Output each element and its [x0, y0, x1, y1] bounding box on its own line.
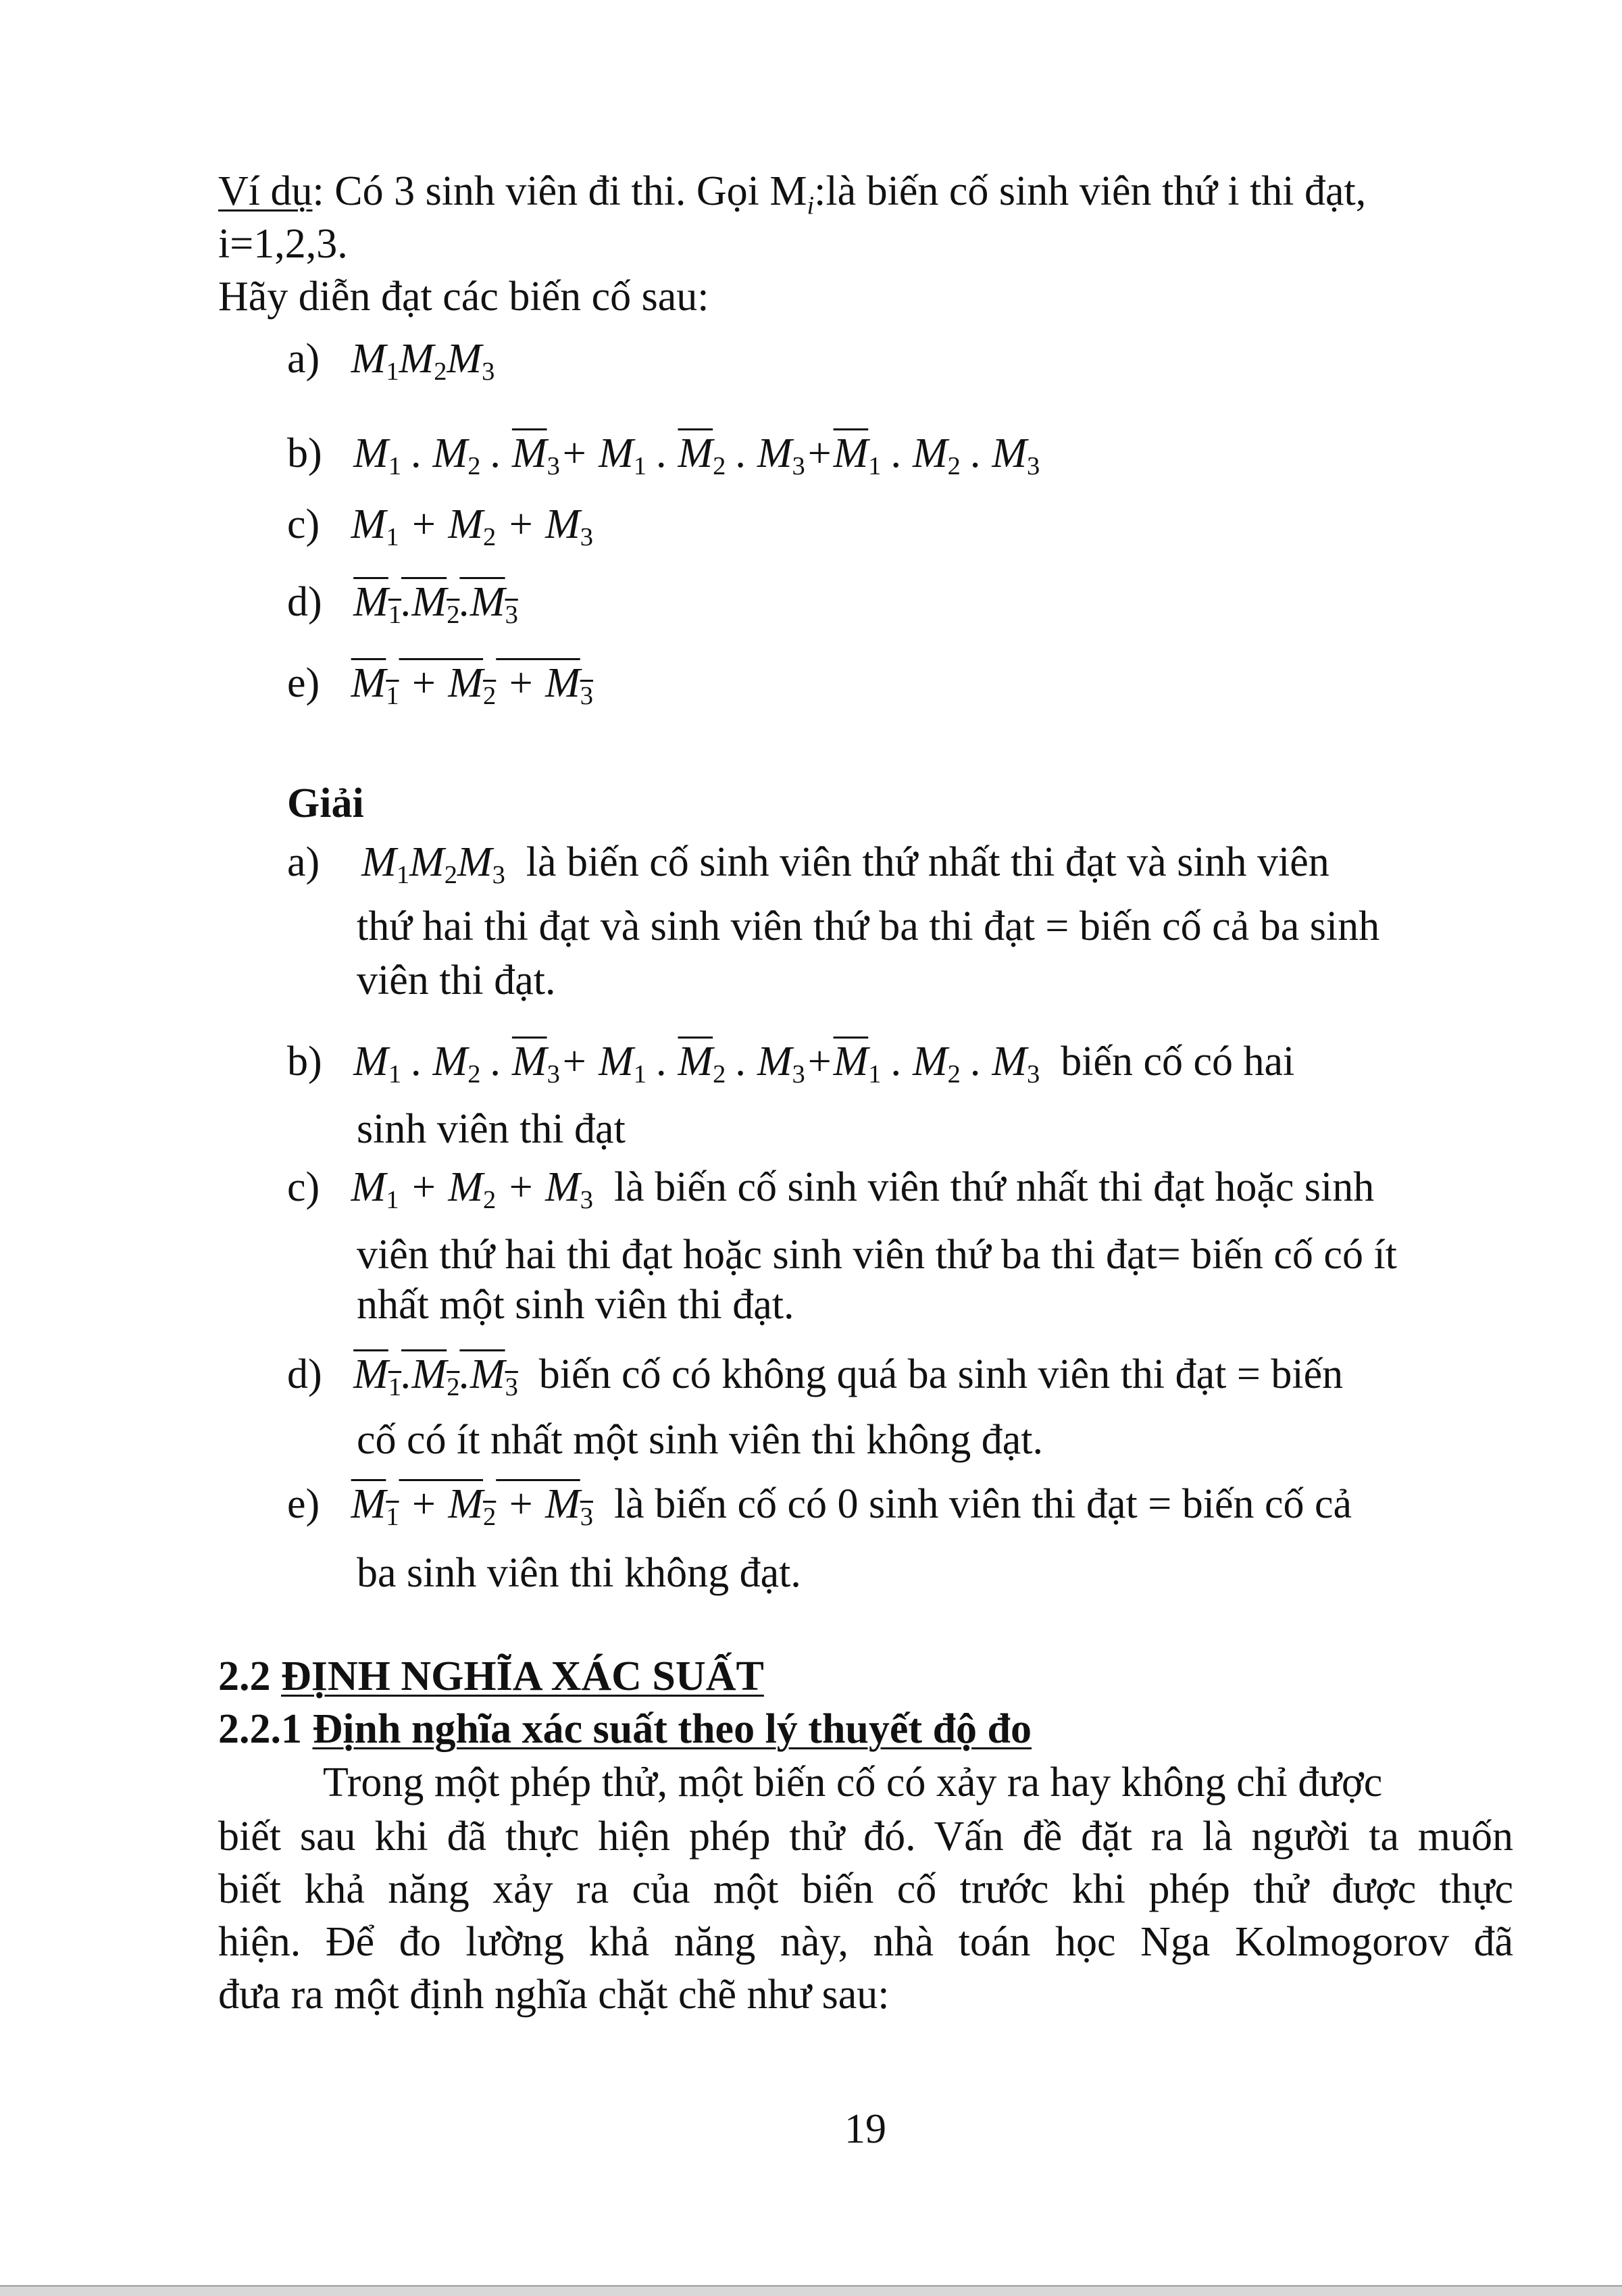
paragraph-line-4: hiện. Để đo lường khả năng này, nhà toán học Nga Kolmogorov đã [218, 1919, 1513, 1965]
paragraph-line-2: biết sau khi đã thực hiện phép thử đó. Vấn đề đặt ra là người ta muốn [218, 1814, 1513, 1860]
solution-title: Giải [287, 780, 364, 826]
page-number: 19 [844, 2106, 886, 2152]
example-label: Ví dụ [218, 168, 313, 214]
paragraph-line-5: đưa ra một định nghĩa chặt chẽ như sau: [218, 1972, 890, 2018]
solution-b-line-2: sinh viên thi đạt [357, 1106, 626, 1152]
example-line-3: Hãy diễn đạt các biến cố sau: [218, 274, 709, 320]
section-heading: 2.2 ĐỊNH NGHĨA XÁC SUẤT [218, 1653, 764, 1699]
solution-e-line-1: e) $M_1 + M_2 + M_3$ là biến cố có 0 sinh viên thi đạt = biến cố cả [287, 1481, 1352, 1531]
paragraph-line-1: Trong một phép thử, một biến cố có xảy ra hay không chỉ được [323, 1760, 1383, 1805]
formula-e: $M_1 + M_2 + M_3$ [351, 660, 593, 710]
example-line-1: Ví dụ: Có 3 sinh viên đi thi. Gọi $M_i:là$ biến cố sinh viên thứ i thi đạt, [218, 168, 1367, 220]
example-line-2: i=1,2,3. [218, 221, 348, 267]
formula-b: $M_1$ . $M_2$ . $\overline{M}_3+ M_1$ . $\overline{M}_2$ . $M_3+\overline{M}_1$ . $M_2$ . $M_3$ [353, 430, 1040, 480]
subsection-heading: 2.2.1 Định nghĩa xác suất theo lý thuyết độ đo [218, 1706, 1032, 1752]
item-d: d) $M_1.M_2.M_3$ [287, 579, 518, 629]
solution-c-line-2: viên thứ hai thi đạt hoặc sinh viên thứ ba thi đạt= biến cố có ít [357, 1232, 1397, 1278]
solution-e-line-2: ba sinh viên thi không đạt. [357, 1550, 801, 1596]
item-a: a) $M_1M_2M_3$ [287, 336, 495, 386]
solution-a-line-3: viên thi đạt. [357, 957, 556, 1003]
solution-c-line-3: nhất một sinh viên thi đạt. [357, 1282, 794, 1328]
solution-a-line-1: a) $M_1M_2M_3$ là biến cố sinh viên thứ nhất thi đạt và sinh viên [287, 839, 1329, 889]
solution-a-line-2: thứ hai thi đạt và sinh viên thứ ba thi đạt = biến cố cả ba sinh [357, 903, 1380, 949]
item-b: b) $M_1$ . $M_2$ . $\overline{M}_3+ M_1$ . $\overline{M}_2$ . $M_3+\overline{M}_1$ . $M_2$ . $M_3$ [287, 430, 1040, 480]
solution-b-line-1: b) $M_1$ . $M_2$ . $\overline{M}_3+ M_1$ . $\overline{M}_2$ . $M_3+\overline{M}_1$ . $M_2$ . $M_3$ biến cố có hai [287, 1039, 1295, 1089]
item-c: c) $M_1 + M_2 + M_3$ [287, 501, 593, 551]
item-e: e) $M_1 + M_2 + M_3$ [287, 660, 593, 710]
formula-a: $M_1M_2M_3$ [351, 336, 495, 386]
solution-d-line-2: cố có ít nhất một sinh viên thi không đạt. [357, 1417, 1043, 1463]
formula-c: $M_1 + M_2 + M_3$ [351, 501, 593, 551]
solution-d-line-1: d) $M_1.M_2.M_3$ biến cố có không quá ba sinh viên thi đạt = biến [287, 1351, 1344, 1401]
paragraph-line-3: biết khả năng xảy ra của một biến cố trước khi phép thử được thực [218, 1866, 1513, 1912]
solution-c-line-1: c) $M_1 + M_2 + M_3$ là biến cố sinh viên thứ nhất thi đạt hoặc sinh [287, 1164, 1375, 1214]
formula-d: $M_1.M_2.M_3$ [353, 579, 518, 629]
